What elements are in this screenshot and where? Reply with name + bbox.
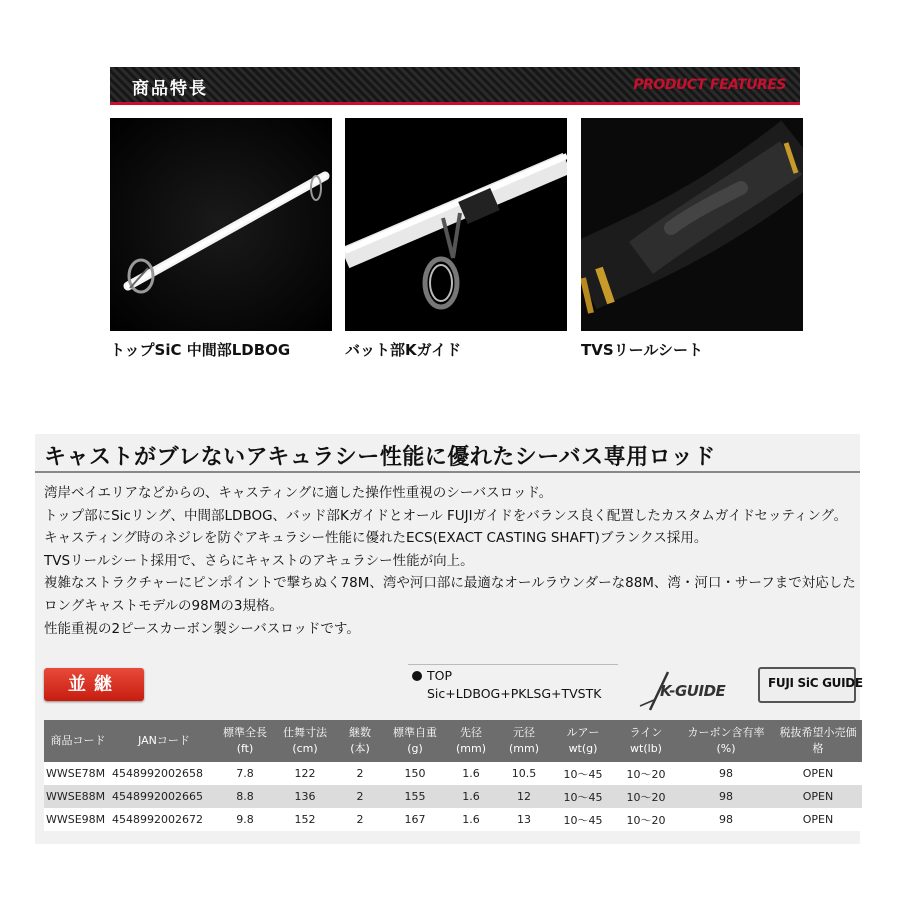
photo-caption-butt: バット部Kガイド [345, 341, 462, 359]
guide-spec: Sic+LDBOG+PKLSG+TVSTK [427, 686, 602, 701]
description-line: TVSリールシート採用で、さらにキャストのアキュラシー性能が向上。 [44, 552, 474, 569]
cell-carbon: 98 [678, 785, 774, 808]
header-jan-code: JANコード [112, 720, 216, 762]
cell-jan-code: 4548992002672 [112, 808, 216, 831]
cell-length: 7.8 [216, 762, 274, 785]
series-headline: キャストがブレないアキュラシー性能に優れたシーバス専用ロッド [44, 445, 716, 470]
description-line: トップ部にSicリング、中間部LDBOG、バッド部Kガイドとオール FUJIガイドをバランス良く配置したカスタムガイドセッティング。 [44, 507, 848, 524]
cell-weight: 155 [384, 785, 446, 808]
header-tip-diameter: 先径 (mm) [446, 720, 496, 762]
series-description [44, 482, 856, 640]
cell-product-code: WWSE98M [44, 808, 112, 831]
photo-caption-tip: トップSiC 中間部LDBOG [110, 341, 291, 359]
header-closed-length: 仕舞寸法 (cm) [274, 720, 336, 762]
cell-weight: 150 [384, 762, 446, 785]
cell-butt-diameter: 12 [496, 785, 552, 808]
fuji-sic-logo-text: FUJI SiC GUIDE [768, 676, 863, 690]
cell-butt-diameter: 10.5 [496, 762, 552, 785]
joint-type-badge: 並継 [44, 668, 144, 701]
cell-sections: 2 [336, 808, 384, 831]
header-carbon: カーボン含有率 (%) [678, 720, 774, 762]
features-title: 商品特長 [132, 79, 208, 99]
cell-closed-length: 122 [274, 762, 336, 785]
features-banner [110, 67, 800, 105]
header-sections: 継数 (本) [336, 720, 384, 762]
cell-product-code: WWSE78M [44, 762, 112, 785]
cell-carbon: 98 [678, 762, 774, 785]
table-header-row [44, 720, 862, 762]
spec-table [44, 720, 862, 831]
cell-closed-length: 136 [274, 785, 336, 808]
header-price: 税抜希望小売価 格 [774, 720, 862, 762]
cell-tip-diameter: 1.6 [446, 808, 496, 831]
photo-caption-seat: TVSリールシート [581, 341, 703, 359]
cell-price: OPEN [774, 785, 862, 808]
header-weight: 標準自重 (g) [384, 720, 446, 762]
cell-butt-diameter: 13 [496, 808, 552, 831]
description-line: 性能重視の2ピースカーボン製シーバスロッドです。 [44, 620, 360, 637]
header-lure-weight: ルアー wt(g) [552, 720, 614, 762]
guide-position: TOP [427, 668, 453, 683]
cell-length: 8.8 [216, 785, 274, 808]
header-line-weight: ライン wt(lb) [614, 720, 678, 762]
cell-length: 9.8 [216, 808, 274, 831]
cell-jan-code: 4548992002658 [112, 762, 216, 785]
cell-sections: 2 [336, 762, 384, 785]
headline-divider [35, 471, 860, 473]
bullet-icon [412, 671, 422, 681]
cell-price: OPEN [774, 762, 862, 785]
reel-seat-photo [581, 118, 803, 331]
header-product-code: 商品コード [44, 720, 112, 762]
cell-price: OPEN [774, 808, 862, 831]
cell-weight: 167 [384, 808, 446, 831]
description-line: 複雑なストラクチャーにピンポイントで撃ちぬく78M、湾や河口部に最適なオールラウンダーな88M、湾・河口・サーフまで対応したロングキャストモデルの98Mの3規格。 [44, 575, 856, 614]
kguide-logo-text: K-GUIDE [660, 682, 726, 700]
cell-tip-diameter: 1.6 [446, 762, 496, 785]
cell-carbon: 98 [678, 808, 774, 831]
table-row [44, 785, 862, 808]
cell-jan-code: 4548992002665 [112, 785, 216, 808]
cell-line-weight: 10～20 [614, 808, 678, 831]
rod-tip-photo [110, 118, 332, 331]
description-line: キャスティング時のネジレを防ぐアキュラシー性能に優れたECS(EXACT CASTING SHAFT)ブランクス採用。 [44, 530, 708, 547]
cell-lure-weight: 10～45 [552, 808, 614, 831]
cell-product-code: WWSE88M [44, 785, 112, 808]
cell-closed-length: 152 [274, 808, 336, 831]
header-butt-diameter: 元径 (mm) [496, 720, 552, 762]
header-length: 標準全長 (ft) [216, 720, 274, 762]
table-row [44, 762, 862, 785]
features-title-en: PRODUCT FEATURES [633, 77, 786, 93]
cell-line-weight: 10～20 [614, 762, 678, 785]
cell-sections: 2 [336, 785, 384, 808]
rod-butt-guide-photo [345, 118, 567, 331]
cell-lure-weight: 10～45 [552, 762, 614, 785]
table-row [44, 808, 862, 831]
cell-line-weight: 10～20 [614, 785, 678, 808]
cell-tip-diameter: 1.6 [446, 785, 496, 808]
cell-lure-weight: 10～45 [552, 785, 614, 808]
description-line: 湾岸ベイエリアなどからの、キャスティングに適した操作性重視のシーバスロッド。 [44, 485, 553, 501]
